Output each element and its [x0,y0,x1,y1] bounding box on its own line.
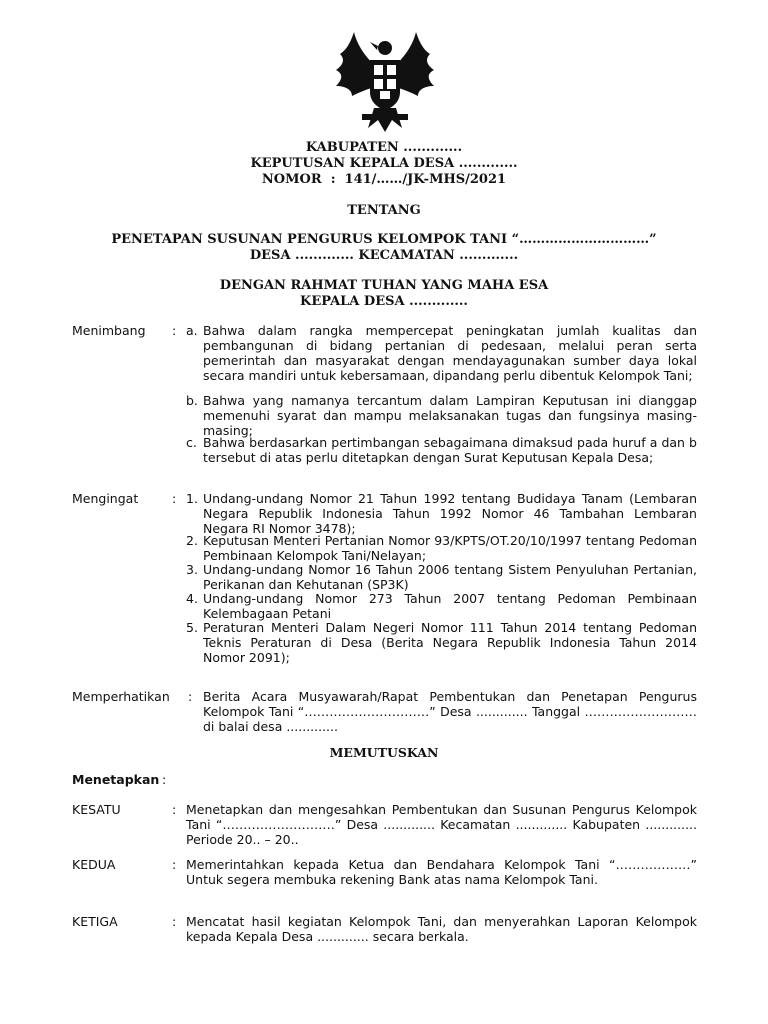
ketiga-colon: : [172,914,177,929]
mengingat-item-2: Keputusan Menteri Pertanian Nomor 93/KPTS/OT.20/10/1997 tentang Pedoman Pembinaan Kelompok Tani/Nelayan; [203,533,697,563]
keputusan-line: KEPUTUSAN KEPALA DESA ............. [250,156,518,171]
mengingat-label: Mengingat [72,491,139,506]
menetapkan-label: Menetapkan [72,772,160,787]
tentang-heading: TENTANG [347,203,421,218]
kesatu-label: KESATU [72,802,121,817]
mengingat-colon: : [172,491,177,506]
mengingat-marker-5: 5. [186,620,198,635]
ketiga-label: KETIGA [72,914,118,929]
subject-line-1: PENETAPAN SUSUNAN PENGURUS KELOMPOK TANI “…………………………” [111,232,657,247]
menimbang-marker-a: a. [186,323,198,338]
mengingat-item-5: Peraturan Menteri Dalam Negeri Nomor 111 Tahun 2014 tentang Pedoman Teknis Peraturan di Desa (Berita Negara Republik Indonesia Tahun 2014 Nomor 2091); [203,620,697,665]
menimbang-item-c: Bahwa berdasarkan pertimbangan sebagaimana dimaksud pada huruf a dan b tersebut di atas perlu ditetapkan dengan Surat Keputusan Kepala Desa; [203,435,697,465]
kabupaten-line: KABUPATEN ............. [305,140,463,155]
kesatu-text: Menetapkan dan mengesahkan Pembentukan dan Susunan Pengurus Kelompok Tani “………………………” Desa ............. Kecamatan ............. Kabupaten ............. Periode 20.. – 20.. [186,802,697,847]
menetapkan-colon: : [162,772,167,787]
menimbang-colon: : [172,323,177,338]
menimbang-marker-c: c. [186,435,197,450]
kedua-colon: : [172,857,177,872]
rahmat-line: DENGAN RAHMAT TUHAN YANG MAHA ESA [219,278,549,293]
kedua-label: KEDUA [72,857,116,872]
memperhatikan-colon: : [188,689,193,704]
menimbang-marker-b: b. [186,393,198,408]
mengingat-marker-2: 2. [186,533,198,548]
kesatu-colon: : [172,802,177,817]
nomor-line: NOMOR : 141/……/JK-MHS/2021 [261,172,507,187]
mengingat-item-4: Undang-undang Nomor 273 Tahun 2007 tentang Pedoman Pembinaan Kelembagaan Petani [203,591,697,621]
menimbang-item-a: Bahwa dalam rangka mempercepat peningkatan jumlah kualitas dan pembangunan di bidang pertanian di pedesaan, melalui peran serta pemerintah dan masyarakat dengan mendayagunakan sumber daya lokal secara mandiri untuk kebersamaan, dipandang perlu dibentuk Kelompok Tani; [203,323,697,383]
mengingat-item-3: Undang-undang Nomor 16 Tahun 2006 tentang Sistem Penyuluhan Pertanian, Perikanan dan Kehutanan (SP3K) [203,562,697,592]
mengingat-marker-1: 1. [186,491,198,506]
menimbang-label: Menimbang [72,323,146,338]
garuda-emblem-icon [330,30,440,134]
ketiga-text: Mencatat hasil kegiatan Kelompok Tani, dan menyerahkan Laporan Kelompok kepada Kepala Desa ............. secara berkala. [186,914,697,944]
memutuskan-heading: MEMUTUSKAN [329,745,439,760]
memperhatikan-label: Memperhatikan [72,689,170,704]
mengingat-marker-3: 3. [186,562,198,577]
kepala-desa-line: KEPALA DESA ............. [300,294,468,309]
mengingat-item-1: Undang-undang Nomor 21 Tahun 1992 tentang Budidaya Tanam (Lembaran Negara Republik Indonesia Tahun 1992 Nomor 46 Tambahan Lembaran Negara RI Nomor 3478); [203,491,697,536]
menimbang-item-b: Bahwa yang namanya tercantum dalam Lampiran Keputusan ini dianggap memenuhi syarat dan mampu melaksanakan tugas dan fungsinya masing-masing; [203,393,697,438]
subject-line-2: DESA ............. KECAMATAN ............. [249,248,519,263]
mengingat-marker-4: 4. [186,591,198,606]
memperhatikan-text: Berita Acara Musyawarah/Rapat Pembentukan dan Penetapan Pengurus Kelompok Tani “…………………………” Desa ............. Tanggal ……………………… di balai desa ............. [203,689,697,734]
kedua-text: Memerintahkan kepada Ketua dan Bendahara Kelompok Tani “………………” Untuk segera membuka rekening Bank atas nama Kelompok Tani. [186,857,697,887]
